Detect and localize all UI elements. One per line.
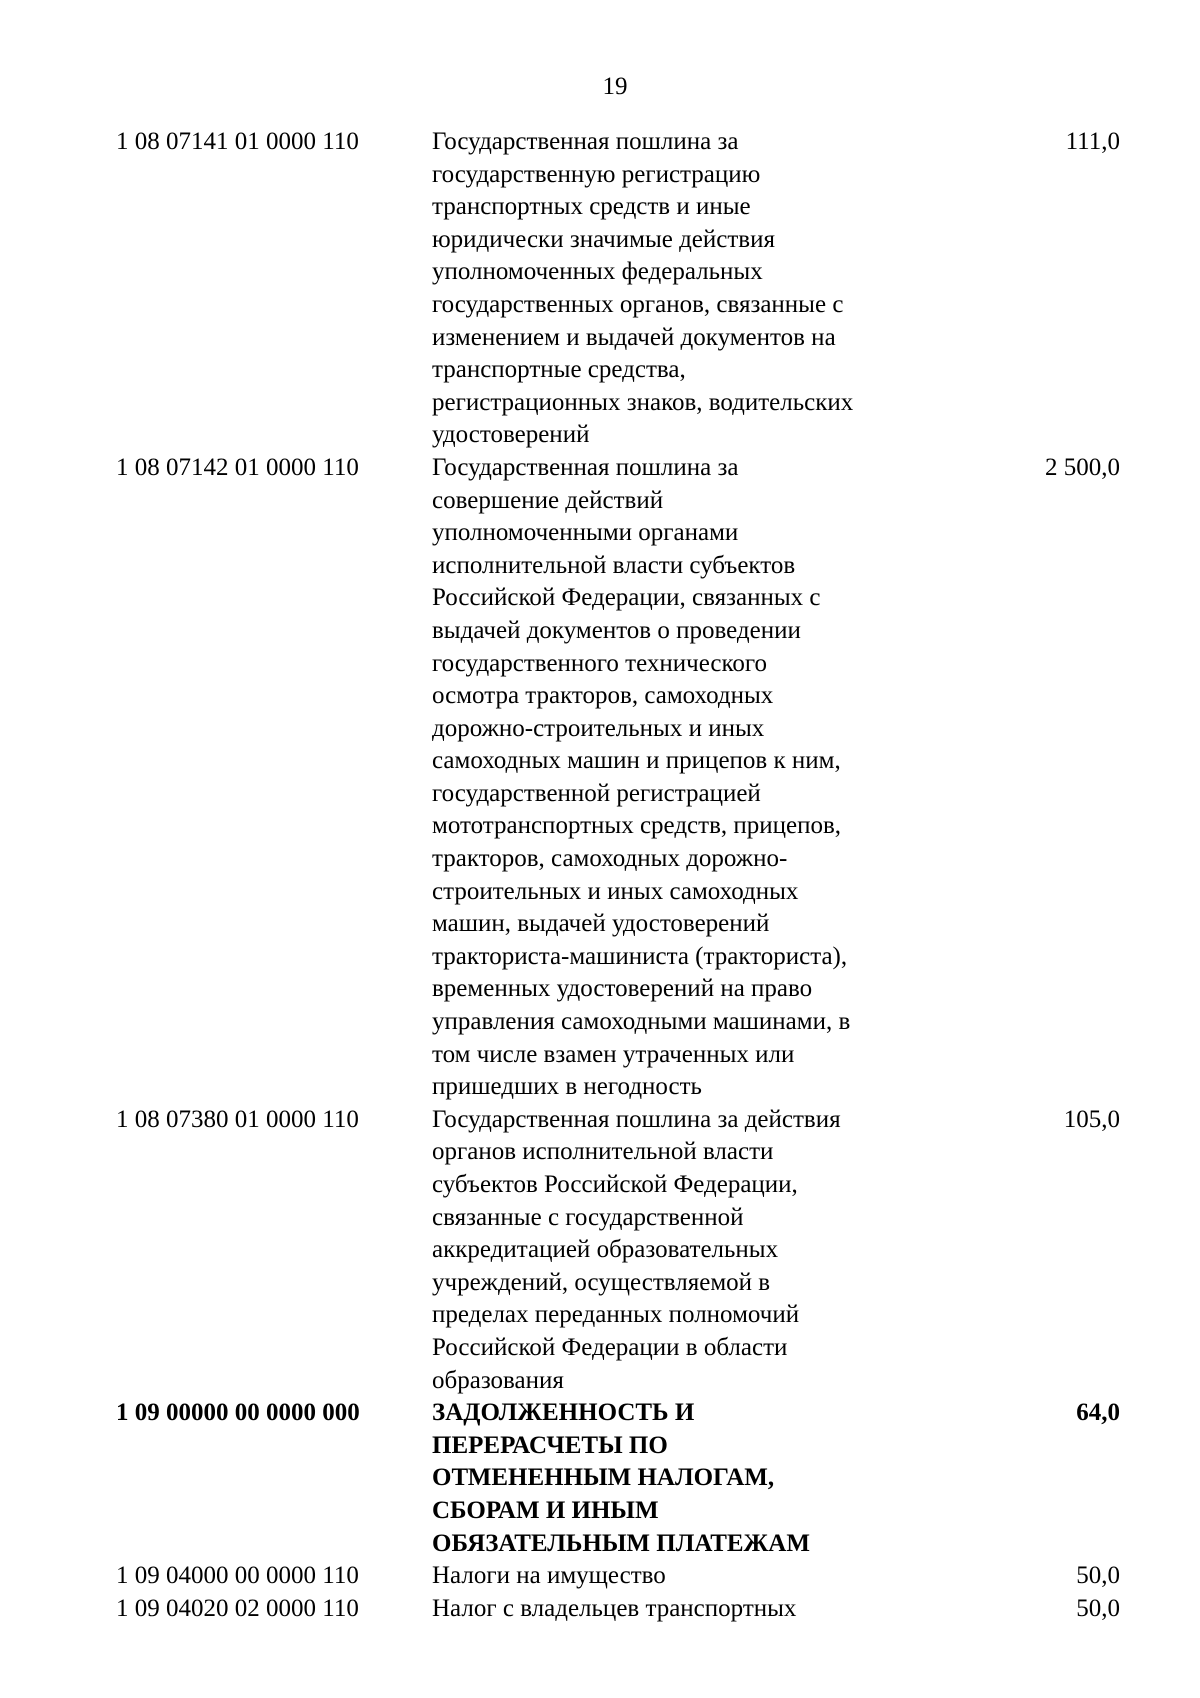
table-row [0,1593,1200,1626]
page-number: 19 [602,73,628,100]
description-line: временных удостоверений на право [432,975,813,1003]
revenue-description [432,1593,952,1626]
description-line: пришедших в негодность [432,1073,702,1101]
table-row [0,1397,1200,1560]
table-row [0,1560,1200,1593]
description-line: осмотра тракторов, самоходных [432,682,774,710]
description-line: том числе взамен утраченных или [432,1040,795,1068]
description-line: Государственная пошлина за [432,128,739,155]
budget-code: 1 09 00000 00 0000 000 [116,1399,360,1427]
description-line: государственную регистрацию [432,160,761,188]
description-line: уполномоченными органами [432,519,739,547]
description-line: учреждений, осуществляемой в [432,1268,771,1296]
description-line: Государственная пошлина за [432,453,739,481]
description-line: управления самоходными машинами, в [432,1008,851,1036]
amount-value: 64,0 [1076,1399,1120,1427]
description-line: ОБЯЗАТЕЛЬНЫМ ПЛАТЕЖАМ [432,1529,810,1557]
amount-value: 105,0 [1063,1105,1120,1133]
description-line: юридически значимые действия [432,225,775,253]
budget-code: 1 08 07141 01 0000 110 [116,128,359,155]
description-line: СБОРАМ И ИНЫМ [432,1496,659,1524]
description-line: субъектов Российской Федерации, [432,1171,798,1198]
description-line: тракторов, самоходных дорожно- [432,845,788,873]
budget-table [0,126,1200,1625]
description-line: государственного технического [432,649,768,677]
description-line: исполнительной власти субъектов [432,551,796,579]
description-line: строительных и иных самоходных [432,877,799,905]
amount-value: 50,0 [1076,1594,1120,1622]
description-line: образования [432,1366,564,1394]
description-line: государственных органов, связанные с [432,290,844,318]
amount-value: 50,0 [1076,1562,1120,1590]
description-line: транспортных средств и иные [432,193,751,221]
description-line: ОТМЕНЕННЫМ НАЛОГАМ, [432,1464,775,1492]
description-line: Российской Федерации, связанных с [432,584,821,612]
table-row [0,452,1200,1104]
revenue-description [432,452,952,1104]
description-line: выдачей документов о проведении [432,616,801,644]
description-line: дорожно-строительных и иных [432,714,765,742]
description-line: Государственная пошлина за действия [432,1105,841,1133]
description-line: тракториста-машиниста (тракториста), [432,942,848,970]
description-line: транспортные средства, [432,356,686,384]
description-line: совершение действий [432,486,664,514]
budget-code: 1 08 07380 01 0000 110 [116,1105,359,1133]
description-line: Российской Федерации в области [432,1333,788,1361]
budget-code: 1 08 07142 01 0000 110 [116,453,359,481]
table-row [0,1104,1200,1397]
revenue-description [432,1104,952,1397]
budget-code: 1 09 04020 02 0000 110 [116,1594,359,1622]
description-line: Налог с владельцев транспортных [432,1594,797,1622]
description-line: удостоверений [432,421,590,449]
description-line: самоходных машин и прицепов к ним, [432,747,841,775]
revenue-description [432,1397,952,1560]
description-line: машин, выдачей удостоверений [432,910,770,938]
description-line: уполномоченных федеральных [432,258,763,286]
amount-value: 111,0 [1065,128,1120,155]
description-line: мототранспортных средств, прицепов, [432,812,842,840]
revenue-description [432,126,952,452]
description-line: ЗАДОЛЖЕННОСТЬ И [432,1399,695,1427]
description-line: аккредитацией образовательных [432,1236,779,1264]
description-line: связанные с государственной [432,1203,744,1231]
description-line: пределах переданных полномочий [432,1301,800,1329]
revenue-description [432,1560,952,1593]
description-line: ПЕРЕРАСЧЕТЫ ПО [432,1431,668,1459]
table-row [0,126,1200,452]
amount-value: 2 500,0 [1045,453,1120,481]
description-line: регистрационных знаков, водительских [432,388,854,416]
description-line: изменением и выдачей документов на [432,323,836,351]
description-line: органов исполнительной власти [432,1138,774,1166]
description-line: государственной регистрацией [432,779,761,807]
budget-code: 1 09 04000 00 0000 110 [116,1562,359,1590]
description-line: Налоги на имущество [432,1562,666,1590]
